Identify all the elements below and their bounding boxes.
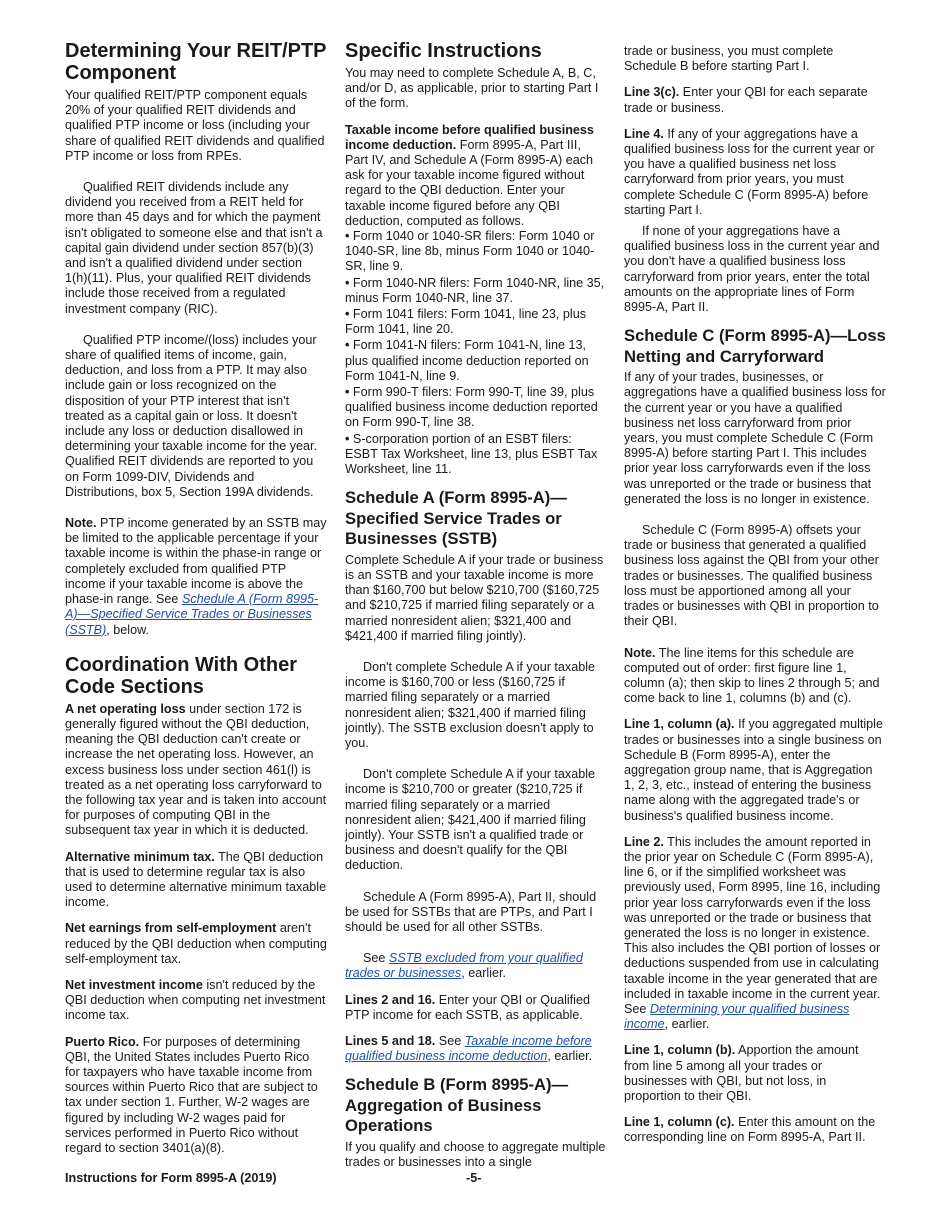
list-item bbox=[345, 338, 607, 384]
line-1c-text: Enter this amount on the corresponding line on Form 8995-A, Part II. bbox=[624, 1115, 876, 1145]
pr-label: Puerto Rico. bbox=[65, 1034, 140, 1049]
schedule-c-paragraph-1: If any of your trades, businesses, or aggregations have a qualified business loss for the current year or you have a qualified business net loss carryforward from prior years, you must complete Schedule C (Form 8995-A) before starting Part I. This includes prior year loss carryforwards even if the loss was unreported or the trade or business that generated the loss is no longer in existence. bbox=[624, 370, 886, 506]
line-4-text: If any of your aggregations have a qualified business loss for the current year or you have a qualified business net loss carryforward from prior years, you must complete Schedule C (Form 8995-A) before starting Part I. bbox=[624, 126, 875, 217]
nii-paragraph bbox=[65, 978, 327, 1024]
schedule-a-paragraph-4: Schedule A (Form 8995-A), Part II, should be used for SSTBs that are PTPs, and Part I should be used for all other SSTBs. bbox=[345, 889, 597, 935]
line-2-text: This includes the amount reported in the prior year on Schedule C (Form 8995-A), line 6, or if the simplified worksheet was previously used, Form 8995, line 16, including prior year loss carryforwards even if the loss was unreported or the trade or business that generated the loss is no longer in existence. This also includes the QBI portion of losses or deductions suspended from use in calculating taxable income in the year generated that are included in taxable income in the current year. See bbox=[624, 834, 881, 1016]
reit-paragraph-2: Qualified REIT dividends include any dividend you received from a REIT held for more than 45 days and for which the payment isn't obligated to someone else and that isn't a capital gain dividend under section 857(b)(3) and isn't a qualified dividend under section 1(h)(11). Plus, your qualified REIT dividends include those received from a regulated investment company (RIC). bbox=[65, 180, 323, 316]
reit-paragraph-1: Your qualified REIT/PTP component equals 20% of your qualified REIT dividends and qualified PTP income or loss (including your share of qualified REIT dividends and qualified PTP income or loss from RPEs. bbox=[65, 88, 325, 163]
line-1c-label: Line 1, column (c). bbox=[624, 1115, 735, 1130]
se-text: aren't reduced by the QBI deduction when computing self-employment tax. bbox=[65, 921, 327, 966]
list-item bbox=[345, 385, 607, 431]
note-label: Note. bbox=[65, 516, 97, 531]
schedule-b-paragraph: If you qualify and choose to aggregate multiple trades or businesses into a single bbox=[345, 1139, 606, 1170]
pr-text: For purposes of determining QBI, the United States includes Puerto Rico for taxpayers who have taxable income from sources within Puerto Rico that are subject to tax under section 1. Further, W-2 wages are figured by including W-2 wages paid for services performed in Puerto Rico without regard to section 3401(a)(8). bbox=[65, 1034, 318, 1155]
lines-2-16-text: Enter your QBI or Qualified PTP income for each SSTB, as applicable. bbox=[345, 992, 590, 1022]
se-paragraph bbox=[65, 921, 327, 967]
note-label: Note. bbox=[624, 645, 656, 660]
line-1a-paragraph bbox=[624, 717, 886, 823]
determining-qbi-link[interactable]: Determining your qualified business income bbox=[624, 1001, 850, 1032]
schedule-b-continued: trade or business, you must complete Schedule B before starting Part I. bbox=[624, 44, 834, 74]
line-1b-paragraph bbox=[624, 1043, 886, 1104]
bullet-text: Form 1041 filers: Form 1041, line 23, plus Form 1041, line 20. bbox=[345, 307, 587, 337]
list-item bbox=[345, 432, 607, 478]
bullet-icon: • bbox=[345, 229, 350, 244]
note-after: , below. bbox=[106, 622, 149, 637]
lines-5-18-label: Lines 5 and 18. bbox=[345, 1034, 436, 1049]
heading-schedule-a: Schedule A (Form 8995-A)—Specified Service Trades or Businesses (SSTB) bbox=[345, 488, 567, 549]
line-4-label: Line 4. bbox=[624, 126, 664, 141]
nol-label: A net operating loss bbox=[65, 701, 186, 716]
lines-5-18-pre: See bbox=[438, 1034, 462, 1049]
schedule-a-paragraph-3: Don't complete Schedule A if your taxable income is $210,700 or greater ($210,725 if married filing separately or a married nonresident alien; $421,400 if married filing jointly). Your SSTB isn't a qualified trade or business and doesn't qualify for the QBI deduction. bbox=[345, 767, 596, 873]
puerto-rico-paragraph bbox=[65, 1035, 327, 1157]
taxable-income-text: Form 8995-A, Part III, Part IV, and Schedule A (Form 8995-A) each ask for your taxable income figured without regard to the QBI deduction. Enter your taxable income figured before any QBI deduction, computed as follows. bbox=[345, 137, 594, 228]
footer-title: Instructions for Form 8995-A (2019) bbox=[65, 1171, 277, 1185]
lines-5-18-after: , earlier. bbox=[547, 1049, 593, 1064]
line-1a-label: Line 1, column (a). bbox=[624, 717, 735, 732]
nol-paragraph bbox=[65, 702, 327, 839]
bullet-text: Form 990-T filers: Form 990-T, line 39, plus qualified business income deduction reported on Form 990-T, line 38. bbox=[345, 385, 598, 430]
schedule-c-paragraph-2: Schedule C (Form 8995-A) offsets your trade or business that generated a qualified business loss against the QBI from your other trades or businesses. The qualified business loss must be apportioned among all your trades or businesses with QBI in proportion to their QBI. bbox=[624, 523, 879, 629]
line-3c-paragraph bbox=[624, 85, 886, 115]
specific-paragraph: You may need to complete Schedule A, B, C, and/or D, as applicable, prior to starting Part I of the form. bbox=[345, 66, 599, 111]
bullet-text: Form 1040 or 1040-SR filers: Form 1040 or 1040-SR, line 8b, minus Form 1040 or 1040-SR, line 9. bbox=[345, 229, 595, 274]
column-middle bbox=[345, 40, 607, 1181]
line-1b-text: Apportion the amount from line 5 among all your trades or businesses with QBI, but not loss, in proportion to their QBI. bbox=[624, 1043, 859, 1103]
bullet-icon: • bbox=[345, 307, 350, 322]
taxable-income-paragraph bbox=[345, 123, 607, 229]
heading-reit-ptp-component: Determining Your REIT/PTP Component bbox=[65, 40, 327, 84]
line-2-label: Line 2. bbox=[624, 834, 664, 849]
schedule-a-paragraph-2: Don't complete Schedule A if your taxable income is $160,700 or less ($160,725 if married filing separately or a married nonresident alien; $321,400 if married filing jointly). The SSTB exclusion doesn't apply to you. bbox=[345, 660, 596, 751]
schedule-c-note bbox=[624, 646, 886, 707]
line-3c-label: Line 3(c). bbox=[624, 85, 680, 100]
see-label: See bbox=[363, 951, 386, 966]
nii-label: Net investment income bbox=[65, 977, 203, 992]
note-text: PTP income generated by an SSTB may be limited to the applicable percentage if your taxable income is within the phase-in range or completely excluded from qualified PTP income if your taxable income is above the phase-in range. See bbox=[65, 516, 327, 607]
bullet-icon: • bbox=[345, 338, 350, 353]
amt-paragraph bbox=[65, 850, 327, 911]
column-right bbox=[624, 44, 886, 1157]
se-label: Net earnings from self-employment bbox=[65, 921, 277, 936]
bullet-icon: • bbox=[345, 431, 350, 446]
nol-text: under section 172 is generally figured without the QBI deduction, meaning the QBI deduction can't create or increase the net operating loss. However, an excess business loss under section 461(l) is treated as a net operating loss carryforward to the following tax year and is taken into account for purposes of computing QBI in the subsequent tax year in which it is deducted. bbox=[65, 701, 327, 838]
bullet-text: S-corporation portion of an ESBT filers: ESBT Tax Worksheet, line 13, plus ESBT Tax Worksheet, line 11. bbox=[345, 431, 598, 477]
line-1c-paragraph bbox=[624, 1115, 886, 1145]
reit-note bbox=[65, 516, 327, 638]
sstb-excluded-link[interactable]: SSTB excluded from your qualified trades or businesses bbox=[345, 951, 583, 981]
taxable-income-label: Taxable income before qualified business income deduction. bbox=[345, 122, 594, 152]
schedule-a-paragraph-1: Complete Schedule A if your trade or business is an SSTB and your taxable income is more than $160,700 but below $210,700 ($160,725 and $210,725 if married filing separately or a married nonresident alien; $321,400 and $421,400 if married filing jointly). bbox=[345, 552, 604, 643]
heading-schedule-b: Schedule B (Form 8995-A)—Aggregation of Business Operations bbox=[345, 1075, 569, 1136]
line-1b-label: Line 1, column (b). bbox=[624, 1043, 736, 1058]
list-item bbox=[345, 276, 607, 306]
page-number: -5- bbox=[466, 1171, 482, 1185]
lines-2-16-label: Lines 2 and 16. bbox=[345, 992, 436, 1007]
amt-text: The QBI deduction that is used to determine regular tax is also used to determine alternative minimum taxable income. bbox=[65, 849, 327, 910]
list-item bbox=[345, 229, 607, 275]
line-3c-text: Enter your QBI for each separate trade or business. bbox=[624, 85, 868, 115]
line-2-after: , earlier. bbox=[664, 1017, 710, 1032]
bullet-text: Form 1041-N filers: Form 1041-N, line 13, plus qualified income deduction reported on Form 1041-N, line 9. bbox=[345, 338, 589, 383]
heading-specific-instructions: Specific Instructions bbox=[345, 40, 542, 62]
see-sstb-paragraph bbox=[345, 951, 607, 981]
none-aggregations-paragraph: If none of your aggregations have a qualified business loss in the current year and you don't have a qualified business loss carryforward from prior years, enter the total amounts on the appropriate lines of Form 8995-A, Part II. bbox=[624, 224, 880, 315]
amt-label: Alternative minimum tax. bbox=[65, 849, 215, 864]
line-4-paragraph bbox=[624, 127, 886, 218]
bullet-text: Form 1040-NR filers: Form 1040-NR, line 35, minus Form 1040-NR, line 37. bbox=[345, 275, 605, 305]
schedule-a-link[interactable]: Schedule A (Form 8995-A)—Specified Service Trades or Businesses (SSTB) bbox=[65, 592, 319, 637]
column-left bbox=[65, 40, 327, 1167]
reit-paragraph-3: Qualified PTP income/(loss) includes your share of qualified items of income, gain, deduction, and loss from a PTP. It may also include gain or loss recognized on the disposition of your PTP interest that isn't treated as a capital gain or loss. It doesn't include any loss or deduction disallowed in determining your taxable income for the year. Qualified REIT dividends are reported to you on Form 1099-DIV, Dividends and Distributions, box 5, Section 199A dividends. bbox=[65, 332, 318, 499]
nii-text: isn't reduced by the QBI deduction when computing net investment income tax. bbox=[65, 977, 326, 1023]
heading-schedule-c: Schedule C (Form 8995-A)—Loss Netting and Carryforward bbox=[624, 326, 886, 366]
lines-5-18-paragraph bbox=[345, 1034, 607, 1064]
line-1a-text: If you aggregated multiple trades or businesses into a single business on Schedule B (Form 8995-A), enter the aggregation group name, that is Aggregation 1, 2, 3, etc., instead of entering the business name along with the aggregated trade's or business's qualified business income. bbox=[624, 717, 883, 823]
bullet-icon: • bbox=[345, 385, 350, 400]
bullet-icon: • bbox=[345, 275, 350, 290]
heading-coordination: Coordination With Other Code Sections bbox=[65, 653, 298, 698]
see-after: , earlier. bbox=[461, 966, 507, 981]
list-item bbox=[345, 307, 607, 337]
taxable-income-link[interactable]: Taxable income before qualified business income deduction bbox=[345, 1034, 592, 1064]
note-text: The line items for this schedule are computed out of order: first figure line 1, column (a); then skip to lines 2 through 5; and come back to line 1, columns (b) and (c). bbox=[624, 645, 880, 706]
lines-2-16-paragraph bbox=[345, 993, 607, 1023]
line-2-paragraph bbox=[624, 835, 886, 1033]
